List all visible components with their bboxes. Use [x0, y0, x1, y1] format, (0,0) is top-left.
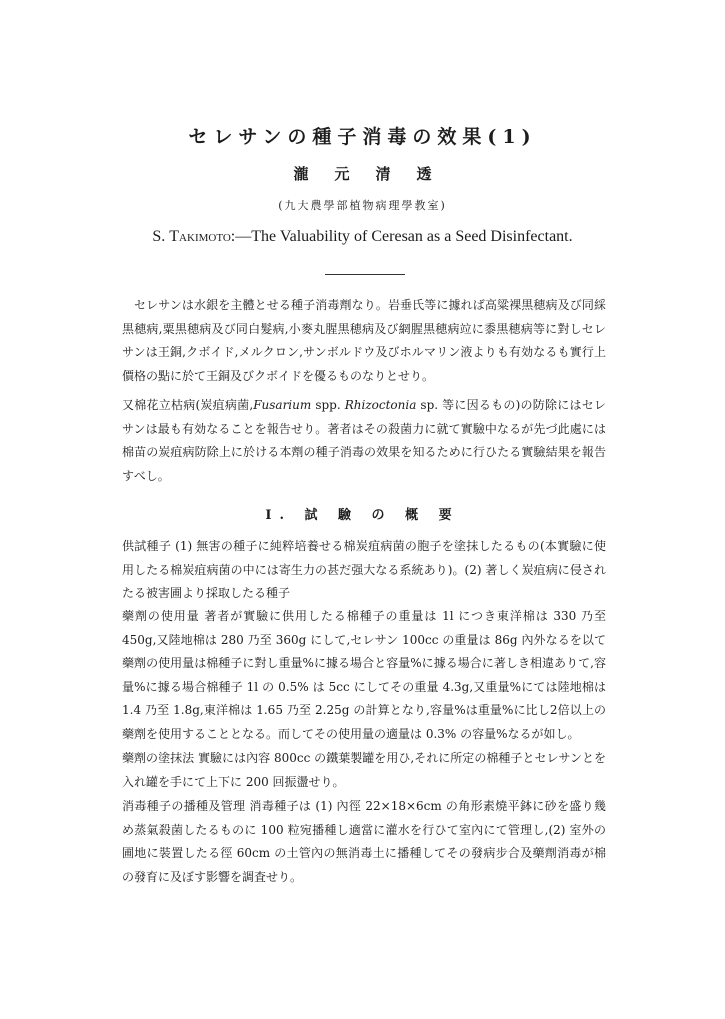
fusarium-term: Fusarium — [253, 398, 312, 412]
rhizoctonia-term: Rhizoctonia — [344, 398, 417, 412]
english-title-author: Takimoto — [169, 228, 231, 245]
body-paragraph-sowing: 消毒種子の播種及管理 消毒種子は (1) 內徑 22×18×6cm の角形素燒平鉢に砂を盛り幾め蒸氣殺菌したるものに 100 粒宛播種し適當に灌水を行ひて室內にて管理し,(2) 室外の圃地に裝置したる徑 60cm の土管內の無消毒土に播種してその發病步合及藥劑消毒が棉の發育に及ぼす影響を調査せり。 — [122, 799, 606, 884]
intro-p2-text-c: sp. 等に因るもの)の防除にはセレサンは最も有効なることを報告せり。著者はその殺菌力に就て實驗中なるが先づ此處には棉苗の炭疽病防除上に於ける本劑の種子消毒の效果を知るために行ひたる實驗結果を報告すべし。 — [122, 398, 607, 483]
intro-p2-text-b: spp. — [311, 398, 345, 412]
section-heading: I. 試 驗 の 概 要 — [265, 508, 460, 523]
body-paragraph-application: 藥劑の塗抹法 實驗には內容 800cc の鐵葉製罐を用ひ,それに所定の棉種子とセレサンとを入れ罐を手にて上下に 200 回振盪せり。 — [122, 751, 606, 789]
intro-paragraph-2 — [122, 394, 606, 488]
english-title — [0, 228, 725, 246]
title-divider — [325, 274, 405, 275]
affiliation: (九大農學部植物病理學教室) — [278, 199, 447, 212]
body-paragraph-dosage: 藥劑の使用量 著者が實驗に供用したる棉種子の重量は 1l につき東洋棉は 330 乃至 450g,又陸地棉は 280 乃至 360g にして,セレサン 100cc の重量は 86g 內外なるを以て藥劑の使用量は棉種子に對し重量%に據る場合と容量%に據る場合に著しき相違ありて,容量%に據る場合棉種子 1l の 0.5% は 5cc にしてその重量 4.3g,又重量%にては陸地棉は 1.4 乃至 1.8g,東洋棉は 1.65 乃至 2.25g の計算となり,容量%は重量%に比し2倍以上の藥劑を使用することとなる。而してその使用量の適量は 0.3% の容量%なるが如し。 — [122, 609, 606, 741]
intro-paragraph-1: セレサンは水銀を主體とせる種子消毒劑なり。岩垂氏等に據れば高粱裸黒穂病及び同綵黒穂病,粟黒穂病及び同白髮病,小麥丸腥黒穂病及び網腥黒穂病竝に黍黒穂病等に對しセレサンは王銅,クボイド,メルクロン,サンボルドウ及びホルマリン液よりも有効なるも實行上價格の點に於て王銅及びクボイドを優るものなりとせり。 — [122, 298, 606, 383]
body-paragraph-seeds: 供試種子 (1) 無害の種子に純粹培養せる棉炭疽病菌の胞子を塗抹したるもの(本實驗に使用したる棉炭疽病菌の中には寄生力の甚だ强大なる系統あり)。(2) 著しく炭疽病に侵されたる被害圃より採取したる種子 — [122, 539, 606, 600]
english-title-prefix: S. — [152, 228, 170, 245]
author-name: 瀧元清透 — [293, 165, 458, 183]
english-title-rest: :—The Valuability of Ceresan as a Seed Disinfectant. — [230, 228, 573, 245]
intro-p2-text-a: 又棉花立枯病(炭疽病菌, — [122, 398, 254, 412]
paper-title: セレサンの種子消毒の效果(1) — [188, 126, 537, 148]
